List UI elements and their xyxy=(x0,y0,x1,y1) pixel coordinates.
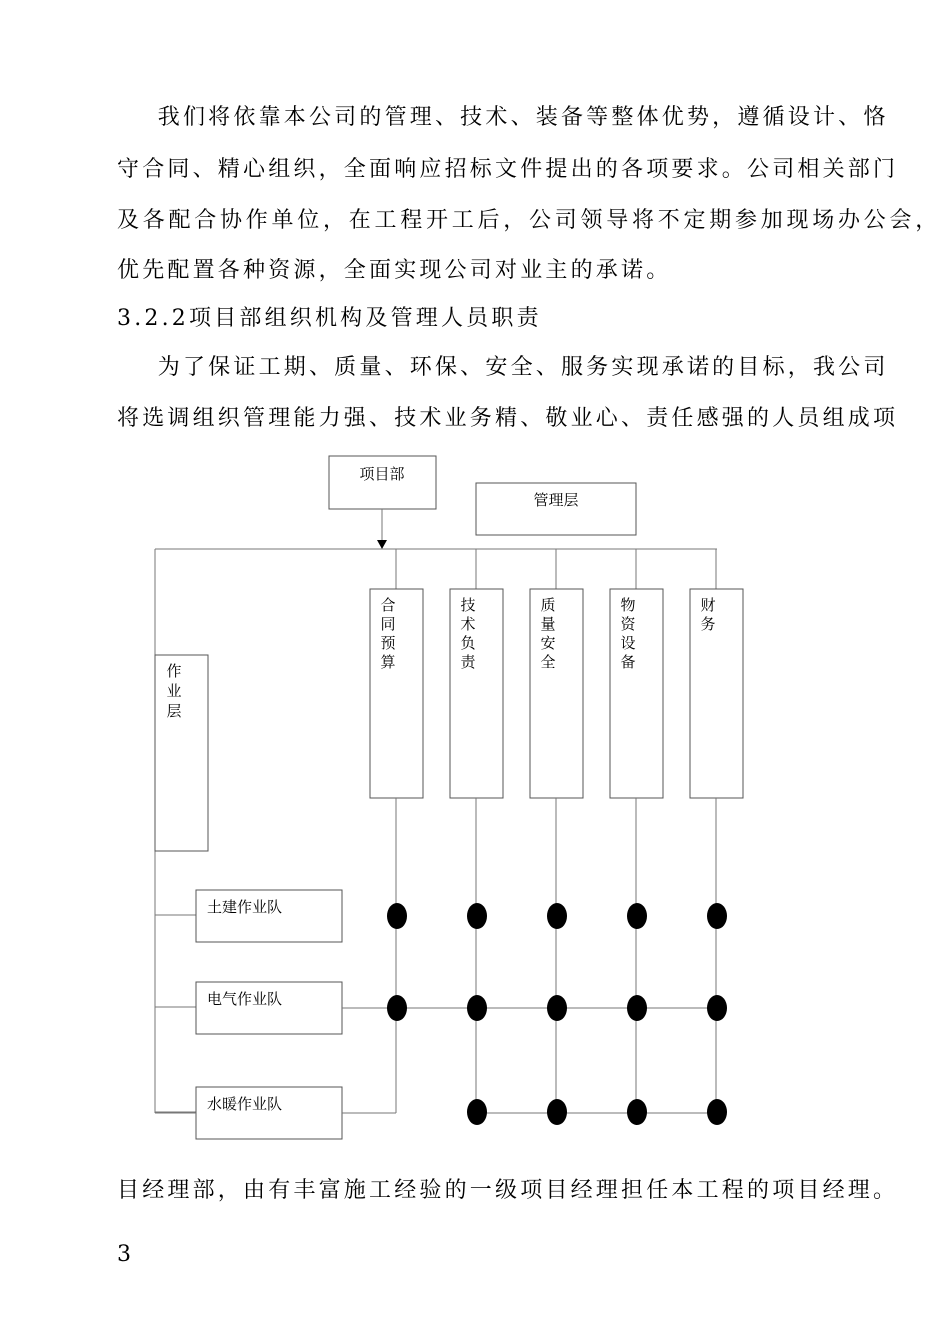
dept-label-char: 同 xyxy=(380,615,396,633)
link-node xyxy=(707,903,727,929)
operation-layer-label xyxy=(166,662,181,720)
dept-label-char: 质 xyxy=(540,596,556,614)
link-node xyxy=(627,903,647,929)
link-node xyxy=(627,995,647,1021)
dept-box xyxy=(530,589,583,798)
dept-label-char: 技 xyxy=(460,596,476,614)
dept-label-char: 全 xyxy=(540,653,556,671)
dept-label-char: 预 xyxy=(380,634,396,652)
dept-box xyxy=(610,589,663,798)
dept-label-char: 负 xyxy=(460,634,476,652)
link-node xyxy=(547,903,567,929)
paragraph-1-line-1: 我们将依靠本公司的管理、技术、装备等整体优势，遵循设计、恪 xyxy=(117,105,889,130)
team-label: 水暖作业队 xyxy=(207,1095,283,1113)
dept-box xyxy=(450,589,503,798)
operation-layer-char: 作 xyxy=(166,662,182,680)
dept-label-char: 务 xyxy=(700,615,716,633)
link-node xyxy=(627,1099,647,1125)
paragraph-1-line-2: 守合同、精心组织，全面响应招标文件提出的各项要求。公司相关部门 xyxy=(117,157,899,182)
dept-label-char: 资 xyxy=(620,615,636,633)
dept-label-char: 设 xyxy=(620,634,636,652)
link-node xyxy=(467,1099,487,1125)
dept-label-char: 合 xyxy=(380,596,396,614)
paragraph-2-line-2: 将选调组织管理能力强、技术业务精、敬业心、责任感强的人员组成项 xyxy=(117,406,899,431)
link-node xyxy=(387,903,407,929)
dept-box xyxy=(370,589,423,798)
link-node xyxy=(467,995,487,1021)
paragraph-2-line-1: 为了保证工期、质量、环保、安全、服务实现承诺的目标，我公司 xyxy=(117,355,889,380)
paragraph-1-line-4: 优先配置各种资源，全面实现公司对业主的承诺。 xyxy=(117,258,672,283)
dept-label-char: 量 xyxy=(540,615,556,633)
paragraph-1-line-3: 及各配合协作单位，在工程开工后，公司领导将不定期参加现场办公会， xyxy=(117,208,942,233)
dept-label-char: 算 xyxy=(380,653,396,671)
team-label: 电气作业队 xyxy=(207,990,283,1008)
section-heading: 3.2.2项目部组织机构及管理人员职责 xyxy=(117,306,542,331)
dept-label-char: 备 xyxy=(620,653,636,671)
dept-label-char: 责 xyxy=(460,653,476,671)
dept-label-char: 财 xyxy=(700,596,716,614)
dept-box xyxy=(690,589,743,798)
page-number: 3 xyxy=(117,1242,131,1267)
team-label: 土建作业队 xyxy=(207,898,283,916)
project-dept-label: 项目部 xyxy=(359,465,405,483)
link-node xyxy=(707,995,727,1021)
link-node xyxy=(387,995,407,1021)
operation-layer-char: 层 xyxy=(166,702,182,720)
operation-layer-char: 业 xyxy=(166,682,182,700)
dept-label-char: 物 xyxy=(620,596,636,614)
link-node xyxy=(547,1099,567,1125)
paragraph-3: 目经理部，由有丰富施工经验的一级项目经理担任本工程的项目经理。 xyxy=(117,1178,899,1203)
link-node xyxy=(547,995,567,1021)
link-node xyxy=(467,903,487,929)
management-label: 管理层 xyxy=(533,491,579,509)
arrow-head xyxy=(377,540,387,549)
link-node xyxy=(707,1099,727,1125)
dept-label-char: 安 xyxy=(540,634,556,652)
dept-label-char: 术 xyxy=(460,615,476,633)
